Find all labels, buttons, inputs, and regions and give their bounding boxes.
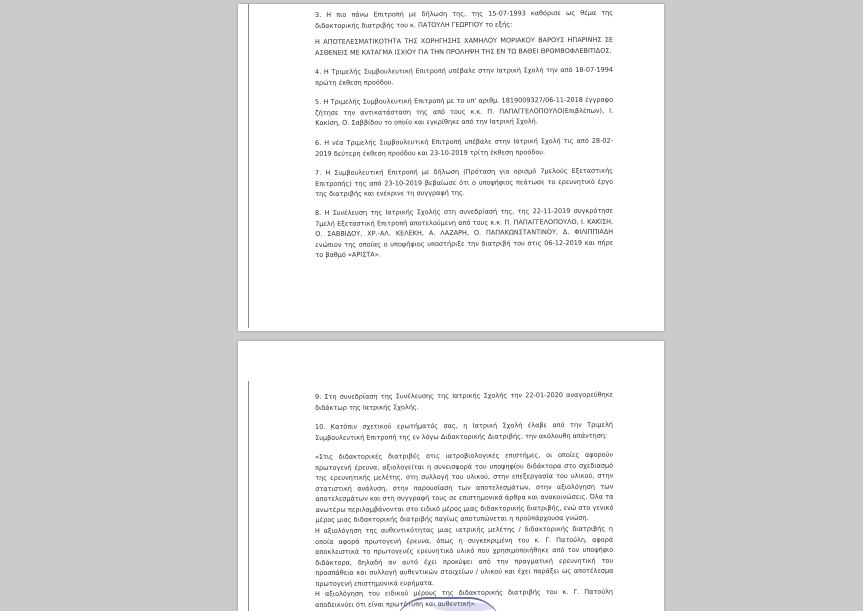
paragraph-3: 3. Η πιο πάνω Επιτροπή με δήλωση της, της 15-07-1993 καθόρισε ως θέμα της διδακτορικής διατριβής του κ. ΠΑΤΟΥΛΗ ΓΕΩΡΓΙΟΥ το εξής:: [315, 8, 614, 30]
document-page-2: [238, 341, 664, 611]
paragraph-6: 6. Η νέα Τριμελής Συμβουλευτική Επιτροπή υπέβαλε στην Ιατρική Σχολή τις από 28-02-2019 δεύτερη έκθεση προόδου και 23-10-2019 τρίτη έκθεση προόδου.: [315, 136, 614, 157]
paragraph-8: 8. Η Συνέλευση της Ιατρικής Σχολής στη συνεδρίασή της, της 22-11-2019 συγκρότησε 7μελή Εξεταστική Επιτροπή αποτελούμενη από τους κ.κ. Π. ΠΑΠΑΓΓΕΛΟΠΟΥΛΟ, Ι. ΚΑΚΙΣΗ, Ο. ΣΑΒΒΙΔΟΥ, ΧΡ.-ΑΛ. ΚΕΛΕΚΗ, Α. ΛΑΖΑΡΗ, Ο. ΠΑΠΑΚΩΝΣΤΑΝΤΙΝΟΥ, Δ. ΦΙΛΙΠΠΙΑΔΗ ενώπιον της οποίας ο υποψήφιος υποστήριξε την διατριβή του στις 06-12-2019 και πήρε το βαθμό «ΑΡΙΣΤΑ».: [315, 206, 614, 259]
paragraph-4: 4. Η Τριμελής Συμβουλευτική Επιτροπή υπέβαλε στην Ιατρική Σχολή την από 18-07-1994 πρώτη έκθεση προόδου.: [315, 65, 614, 87]
committee-answer-authenticity: Η αξιολόγηση της αυθεντικότητας μιας ιατρικής μελέτης / διδακτορικής διατριβής η οποία αφορά πρωτογενή έρευνα, όπως η συγκεκριμένη του κ. Γ. Πατούλη, αφορά αποκλειστικά το πρωτογενές ερευνητικό υλικό που χρησιμοποιήθηκε από τον υποψήφιο διδάκτορα, δηλαδή αν αυτό έχει προκύψει από την πραγματική ερευνητική του προσπάθεια και συλλογή αυθεντικών στοιχείων / υλικού και έχει παράξει ως αποτέλεσμα πρωτογενή επιστημονικά ευρήματα.: [315, 524, 614, 587]
paragraph-7: 7. Η Συμβουλευτική Επιτροπή με δήλωση (Πρόταση για ορισμό 7μελούς Εξεταστικής Επιτροπής) της από 23-10-2019 βεβαίωσε ότι ο υποψήφιος πεάτωσε το ερευνητικό έργο της διατριβής και ενέκρινε τη συγγραφή της.: [315, 166, 614, 198]
page-margin-line: [248, 381, 249, 611]
page-1-text: [315, 10, 613, 261]
page-2-text: [315, 392, 613, 610]
paragraph-5: 5. Η Τριμελής Συμβουλευτική Επιτροπή με το υπ' αριθμ. 1819009327/06-11-2018 έγγραφο ζήτησε την αντικατάσταση της από τους κ.κ. Π. ΠΑΠΑΓΓΕΛΟΠΟΥΛΟ(Επιβλέπων), Ι. Κακίση, Ο. Σαββίδου το οποίο και εγκρίθηκε από την Ιατρική Σχολή.: [315, 95, 614, 127]
committee-answer-conclusion: Η αξιολόγηση του ειδικού μέρους της διδακτορικής διατριβής του κ. Γ. Πατούλη αποδεικνύει ότι είναι πρωτότυπη και αυθεντική».: [315, 587, 614, 608]
page-margin-line: [248, 4, 249, 328]
paragraph-9: 9. Στη συνεδρίαση της Συνέλευσης της Ιατρικής Σχολής την 22-01-2020 αναγορεύθηκε διδάκτωρ της Ιατρικής Σχολής.: [315, 390, 614, 412]
thesis-title: Η ΑΠΟΤΕΛΕΣΜΑΤΙΚΟΤΗΤΑ ΤΗΣ ΧΟΡΗΓΗΣΗΣ ΧΑΜΗΛΟΥ ΜΟΡΙΑΚΟΥ ΒΑΡΟΥΣ ΗΠΑΡΙΝΗΣ ΣΕ ΑΣΘΕΝΕΙΣ ΜΕ ΚΑΤΑΓΜΑ ΙΣΧΙΟΥ ΓΙΑ ΤΗΝ ΠΡΟΛΗΨΗ ΤΗΣ ΕΝ ΤΩ ΒΑΘΕΙ ΘΡΟΜΒΟΦΛΕΒΙΤΙΔΟΣ.: [315, 35, 614, 57]
document-page-1: [238, 4, 664, 331]
committee-answer: «Στις διδακτορικές διατριβές στις ιατροβιολογικές επιστήμες, οι οποίες αφορούν πρωτογενή έρευνα, αξιολογείται η συνεισφορά του υποψηφίου διδάκτορα στο σχεδιασμό της ερευνητικής μελέτης, στη συλλογή του υλικού, στην επεξεργασία του υλικού, στην στατιστική ανάλυση, στην παρουσίαση των αποτελεσμάτων, στην αξιολόγηση των αποτελεσμάτων και στη συγγραφή τους σε επιστημονικά άρθρα και ανακοινώσεις. Όλα τα ανωτέρω περιλαμβάνονται στο ειδικό μέρος μιας διδακτορικής διατριβής, ενώ στο γενικό μέρος μιας διδακτορικής διατριβής παγίως αποτυπώνεται η προϋπάρχουσα γνώση.: [315, 450, 614, 524]
paragraph-10: 10. Κατόπιν σχετικού ερωτήματός σας, η Ιατρική Σχολή έλαβε από την Τριμελή Συμβουλευτική Επιτροπή της εν λόγω Διδακτορικής Διατριβής, την ακόλουθη απάντηση:: [315, 420, 614, 442]
